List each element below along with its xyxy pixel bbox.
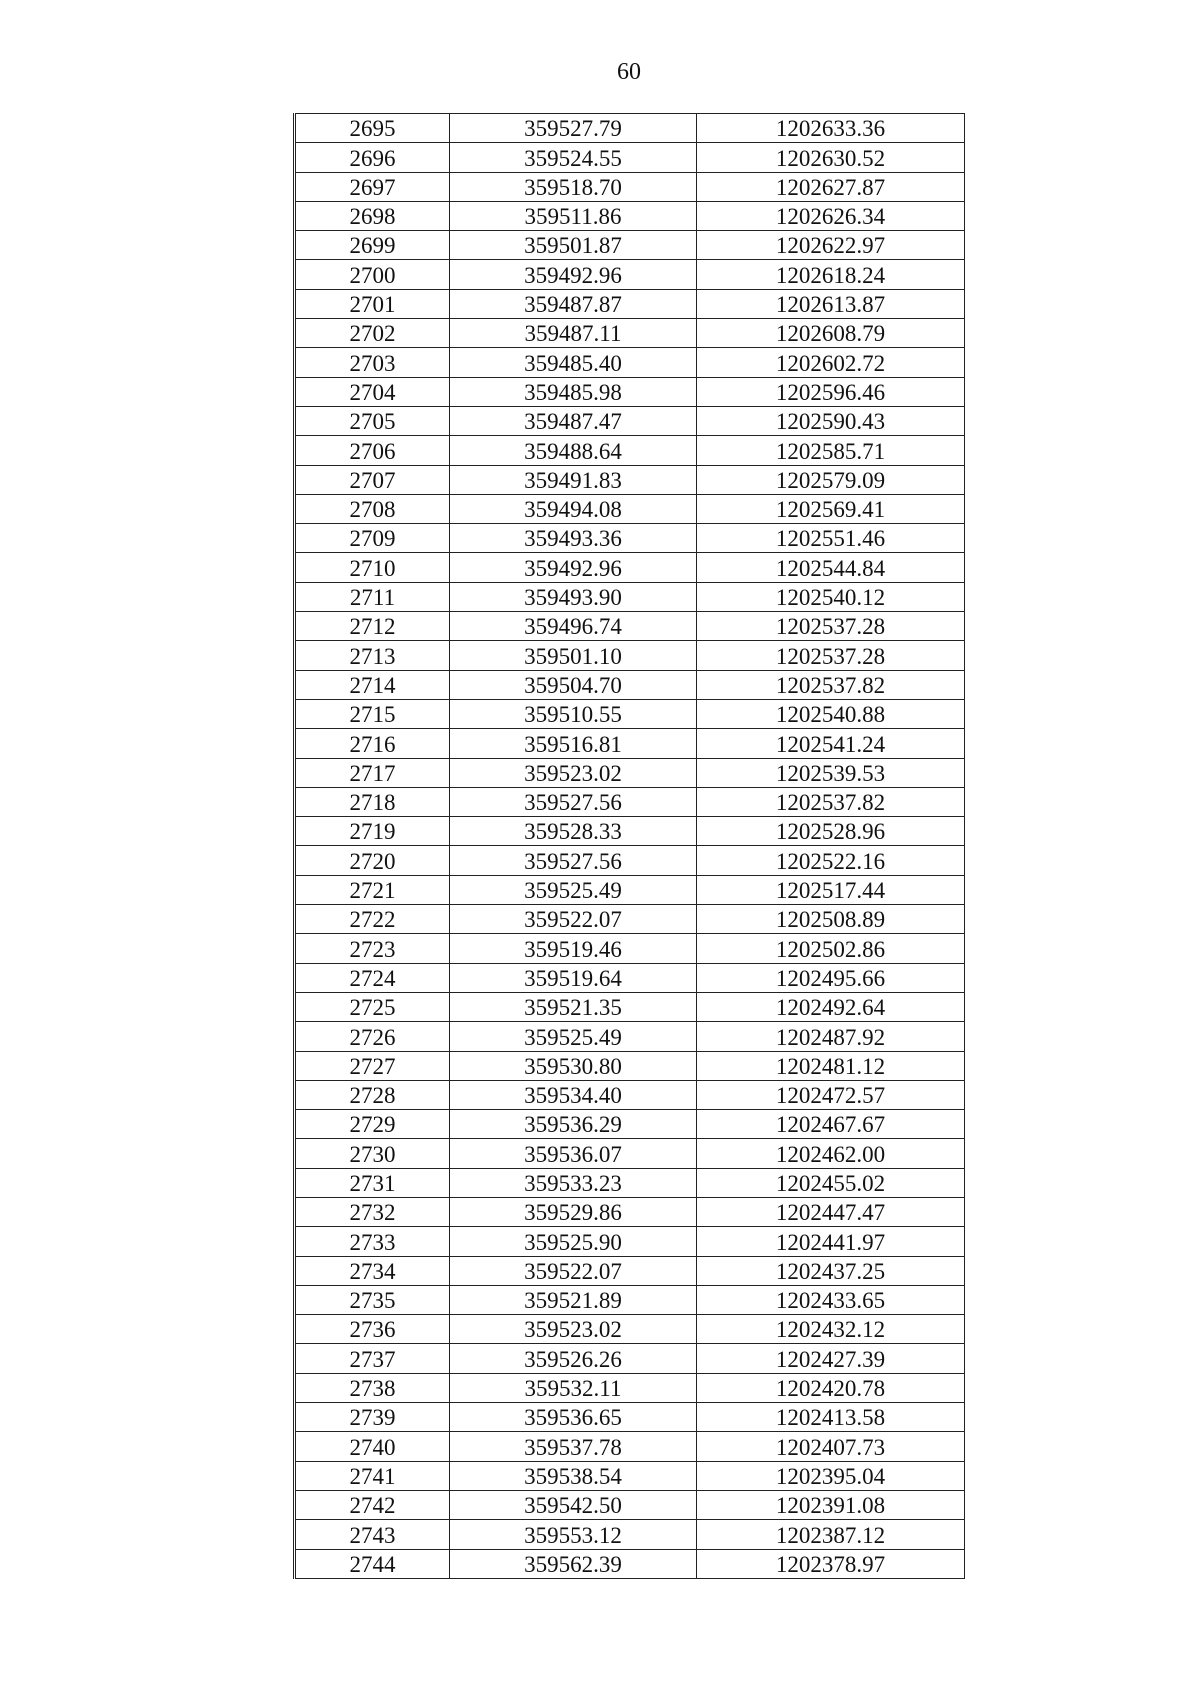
x-coordinate-cell: 359530.80	[450, 1051, 697, 1080]
x-coordinate-cell: 359511.86	[450, 201, 697, 230]
table-row	[295, 114, 965, 143]
table-row	[295, 1227, 965, 1256]
table-row	[295, 1256, 965, 1285]
coordinates-table	[293, 113, 965, 1579]
y-coordinate-cell: 1202481.12	[697, 1051, 965, 1080]
y-coordinate-cell: 1202613.87	[697, 289, 965, 318]
x-coordinate-cell: 359487.87	[450, 289, 697, 318]
table-row	[295, 1490, 965, 1519]
table-row	[295, 1051, 965, 1080]
table-row	[295, 846, 965, 875]
table-row	[295, 289, 965, 318]
x-coordinate-cell: 359493.36	[450, 524, 697, 553]
point-number-cell: 2709	[295, 524, 450, 553]
x-coordinate-cell: 359504.70	[450, 670, 697, 699]
point-number-cell: 2701	[295, 289, 450, 318]
y-coordinate-cell: 1202495.66	[697, 963, 965, 992]
y-coordinate-cell: 1202517.44	[697, 875, 965, 904]
x-coordinate-cell: 359526.26	[450, 1344, 697, 1373]
table-row	[295, 553, 965, 582]
point-number-cell: 2730	[295, 1139, 450, 1168]
point-number-cell: 2738	[295, 1373, 450, 1402]
y-coordinate-cell: 1202633.36	[697, 114, 965, 143]
x-coordinate-cell: 359542.50	[450, 1490, 697, 1519]
x-coordinate-cell: 359536.65	[450, 1403, 697, 1432]
point-number-cell: 2724	[295, 963, 450, 992]
y-coordinate-cell: 1202447.47	[697, 1197, 965, 1226]
x-coordinate-cell: 359527.56	[450, 846, 697, 875]
point-number-cell: 2697	[295, 172, 450, 201]
x-coordinate-cell: 359521.35	[450, 992, 697, 1021]
table-row	[295, 348, 965, 377]
y-coordinate-cell: 1202537.82	[697, 670, 965, 699]
point-number-cell: 2699	[295, 231, 450, 260]
x-coordinate-cell: 359488.64	[450, 436, 697, 465]
y-coordinate-cell: 1202596.46	[697, 377, 965, 406]
point-number-cell: 2739	[295, 1403, 450, 1432]
y-coordinate-cell: 1202522.16	[697, 846, 965, 875]
y-coordinate-cell: 1202626.34	[697, 201, 965, 230]
y-coordinate-cell: 1202544.84	[697, 553, 965, 582]
table-row	[295, 1344, 965, 1373]
x-coordinate-cell: 359537.78	[450, 1432, 697, 1461]
x-coordinate-cell: 359521.89	[450, 1285, 697, 1314]
point-number-cell: 2714	[295, 670, 450, 699]
x-coordinate-cell: 359487.47	[450, 406, 697, 435]
x-coordinate-cell: 359516.81	[450, 729, 697, 758]
point-number-cell: 2703	[295, 348, 450, 377]
point-number-cell: 2734	[295, 1256, 450, 1285]
x-coordinate-cell: 359518.70	[450, 172, 697, 201]
table-row	[295, 377, 965, 406]
table-row	[295, 905, 965, 934]
table-row	[295, 729, 965, 758]
table-row	[295, 1139, 965, 1168]
y-coordinate-cell: 1202540.12	[697, 582, 965, 611]
table-row	[295, 231, 965, 260]
page-number: 60	[617, 59, 641, 85]
y-coordinate-cell: 1202540.88	[697, 699, 965, 728]
table-row	[295, 1520, 965, 1549]
y-coordinate-cell: 1202395.04	[697, 1461, 965, 1490]
x-coordinate-cell: 359562.39	[450, 1549, 697, 1578]
y-coordinate-cell: 1202437.25	[697, 1256, 965, 1285]
y-coordinate-cell: 1202413.58	[697, 1403, 965, 1432]
x-coordinate-cell: 359534.40	[450, 1080, 697, 1109]
table-row	[295, 1373, 965, 1402]
table-row	[295, 1080, 965, 1109]
y-coordinate-cell: 1202462.00	[697, 1139, 965, 1168]
y-coordinate-cell: 1202569.41	[697, 494, 965, 523]
x-coordinate-cell: 359525.90	[450, 1227, 697, 1256]
x-coordinate-cell: 359533.23	[450, 1168, 697, 1197]
point-number-cell: 2711	[295, 582, 450, 611]
point-number-cell: 2719	[295, 817, 450, 846]
table-row	[295, 1403, 965, 1432]
point-number-cell: 2726	[295, 1022, 450, 1051]
y-coordinate-cell: 1202407.73	[697, 1432, 965, 1461]
y-coordinate-cell: 1202585.71	[697, 436, 965, 465]
x-coordinate-cell: 359491.83	[450, 465, 697, 494]
x-coordinate-cell: 359538.54	[450, 1461, 697, 1490]
point-number-cell: 2735	[295, 1285, 450, 1314]
y-coordinate-cell: 1202618.24	[697, 260, 965, 289]
y-coordinate-cell: 1202508.89	[697, 905, 965, 934]
table-row	[295, 465, 965, 494]
point-number-cell: 2727	[295, 1051, 450, 1080]
table-row	[295, 992, 965, 1021]
x-coordinate-cell: 359529.86	[450, 1197, 697, 1226]
y-coordinate-cell: 1202467.67	[697, 1110, 965, 1139]
table-row	[295, 699, 965, 728]
x-coordinate-cell: 359501.10	[450, 641, 697, 670]
y-coordinate-cell: 1202590.43	[697, 406, 965, 435]
y-coordinate-cell: 1202427.39	[697, 1344, 965, 1373]
point-number-cell: 2741	[295, 1461, 450, 1490]
x-coordinate-cell: 359487.11	[450, 319, 697, 348]
x-coordinate-cell: 359485.98	[450, 377, 697, 406]
point-number-cell: 2743	[295, 1520, 450, 1549]
point-number-cell: 2700	[295, 260, 450, 289]
point-number-cell: 2720	[295, 846, 450, 875]
table-row	[295, 641, 965, 670]
y-coordinate-cell: 1202433.65	[697, 1285, 965, 1314]
y-coordinate-cell: 1202432.12	[697, 1315, 965, 1344]
x-coordinate-cell: 359525.49	[450, 875, 697, 904]
y-coordinate-cell: 1202537.82	[697, 787, 965, 816]
table-row	[295, 1110, 965, 1139]
point-number-cell: 2705	[295, 406, 450, 435]
table-row	[295, 934, 965, 963]
point-number-cell: 2715	[295, 699, 450, 728]
y-coordinate-cell: 1202502.86	[697, 934, 965, 963]
point-number-cell: 2740	[295, 1432, 450, 1461]
x-coordinate-cell: 359501.87	[450, 231, 697, 260]
point-number-cell: 2704	[295, 377, 450, 406]
point-number-cell: 2712	[295, 612, 450, 641]
point-number-cell: 2733	[295, 1227, 450, 1256]
point-number-cell: 2716	[295, 729, 450, 758]
table-row	[295, 963, 965, 992]
point-number-cell: 2744	[295, 1549, 450, 1578]
table-row	[295, 143, 965, 172]
point-number-cell: 2713	[295, 641, 450, 670]
point-number-cell: 2722	[295, 905, 450, 934]
y-coordinate-cell: 1202378.97	[697, 1549, 965, 1578]
y-coordinate-cell: 1202528.96	[697, 817, 965, 846]
table-row	[295, 1285, 965, 1314]
y-coordinate-cell: 1202551.46	[697, 524, 965, 553]
coordinates-table-body	[295, 114, 965, 1579]
y-coordinate-cell: 1202630.52	[697, 143, 965, 172]
table-row	[295, 787, 965, 816]
x-coordinate-cell: 359525.49	[450, 1022, 697, 1051]
point-number-cell: 2737	[295, 1344, 450, 1373]
table-row	[295, 758, 965, 787]
point-number-cell: 2725	[295, 992, 450, 1021]
y-coordinate-cell: 1202622.97	[697, 231, 965, 260]
y-coordinate-cell: 1202420.78	[697, 1373, 965, 1402]
x-coordinate-cell: 359519.46	[450, 934, 697, 963]
point-number-cell: 2721	[295, 875, 450, 904]
x-coordinate-cell: 359492.96	[450, 260, 697, 289]
table-row	[295, 582, 965, 611]
x-coordinate-cell: 359510.55	[450, 699, 697, 728]
point-number-cell: 2708	[295, 494, 450, 523]
table-row	[295, 817, 965, 846]
x-coordinate-cell: 359493.90	[450, 582, 697, 611]
x-coordinate-cell: 359522.07	[450, 1256, 697, 1285]
point-number-cell: 2736	[295, 1315, 450, 1344]
y-coordinate-cell: 1202602.72	[697, 348, 965, 377]
table-row	[295, 436, 965, 465]
y-coordinate-cell: 1202608.79	[697, 319, 965, 348]
x-coordinate-cell: 359523.02	[450, 1315, 697, 1344]
table-row	[295, 494, 965, 523]
point-number-cell: 2695	[295, 114, 450, 143]
table-row	[295, 1168, 965, 1197]
point-number-cell: 2707	[295, 465, 450, 494]
point-number-cell: 2717	[295, 758, 450, 787]
point-number-cell: 2728	[295, 1080, 450, 1109]
table-row	[295, 1549, 965, 1578]
y-coordinate-cell: 1202387.12	[697, 1520, 965, 1549]
table-row	[295, 670, 965, 699]
table-row	[295, 612, 965, 641]
x-coordinate-cell: 359492.96	[450, 553, 697, 582]
y-coordinate-cell: 1202472.57	[697, 1080, 965, 1109]
point-number-cell: 2723	[295, 934, 450, 963]
table-row	[295, 201, 965, 230]
y-coordinate-cell: 1202487.92	[697, 1022, 965, 1051]
x-coordinate-cell: 359536.07	[450, 1139, 697, 1168]
table-row	[295, 1197, 965, 1226]
point-number-cell: 2742	[295, 1490, 450, 1519]
table-row	[295, 1461, 965, 1490]
y-coordinate-cell: 1202541.24	[697, 729, 965, 758]
table-row	[295, 319, 965, 348]
point-number-cell: 2729	[295, 1110, 450, 1139]
point-number-cell: 2731	[295, 1168, 450, 1197]
table-row	[295, 260, 965, 289]
point-number-cell: 2702	[295, 319, 450, 348]
x-coordinate-cell: 359494.08	[450, 494, 697, 523]
x-coordinate-cell: 359522.07	[450, 905, 697, 934]
x-coordinate-cell: 359485.40	[450, 348, 697, 377]
y-coordinate-cell: 1202492.64	[697, 992, 965, 1021]
x-coordinate-cell: 359527.79	[450, 114, 697, 143]
x-coordinate-cell: 359524.55	[450, 143, 697, 172]
y-coordinate-cell: 1202537.28	[697, 612, 965, 641]
point-number-cell: 2732	[295, 1197, 450, 1226]
table-row	[295, 406, 965, 435]
point-number-cell: 2718	[295, 787, 450, 816]
y-coordinate-cell: 1202537.28	[697, 641, 965, 670]
x-coordinate-cell: 359519.64	[450, 963, 697, 992]
point-number-cell: 2710	[295, 553, 450, 582]
x-coordinate-cell: 359496.74	[450, 612, 697, 641]
table-row	[295, 1432, 965, 1461]
table-row	[295, 524, 965, 553]
table-row	[295, 172, 965, 201]
y-coordinate-cell: 1202539.53	[697, 758, 965, 787]
y-coordinate-cell: 1202579.09	[697, 465, 965, 494]
table-row	[295, 1315, 965, 1344]
y-coordinate-cell: 1202627.87	[697, 172, 965, 201]
y-coordinate-cell: 1202455.02	[697, 1168, 965, 1197]
x-coordinate-cell: 359553.12	[450, 1520, 697, 1549]
table-row	[295, 875, 965, 904]
x-coordinate-cell: 359527.56	[450, 787, 697, 816]
x-coordinate-cell: 359523.02	[450, 758, 697, 787]
point-number-cell: 2706	[295, 436, 450, 465]
x-coordinate-cell: 359536.29	[450, 1110, 697, 1139]
y-coordinate-cell: 1202391.08	[697, 1490, 965, 1519]
x-coordinate-cell: 359532.11	[450, 1373, 697, 1402]
table-row	[295, 1022, 965, 1051]
y-coordinate-cell: 1202441.97	[697, 1227, 965, 1256]
point-number-cell: 2698	[295, 201, 450, 230]
x-coordinate-cell: 359528.33	[450, 817, 697, 846]
point-number-cell: 2696	[295, 143, 450, 172]
